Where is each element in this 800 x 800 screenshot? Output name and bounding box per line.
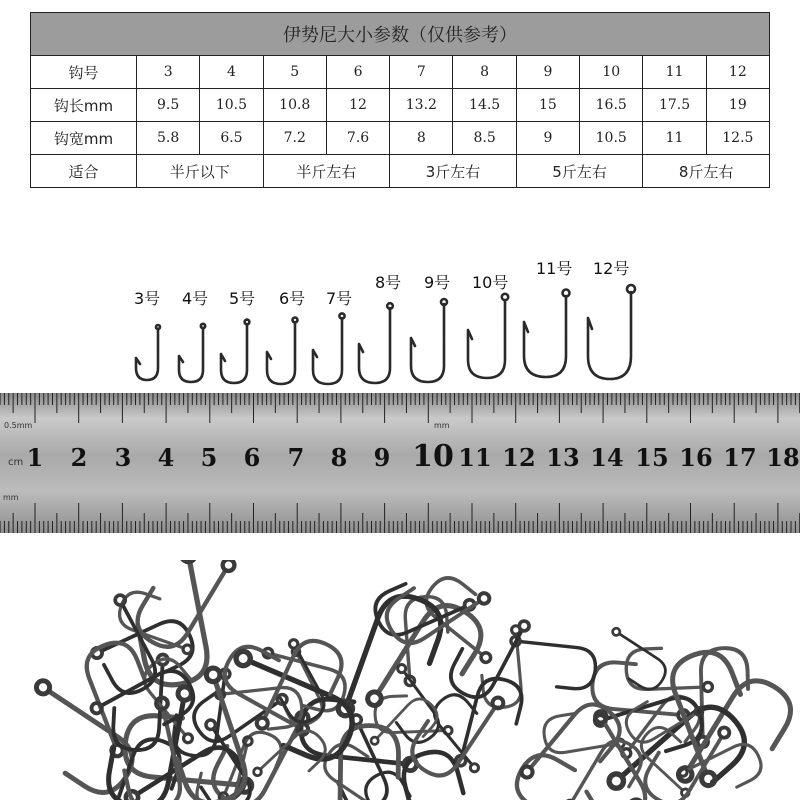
hook-label: 11号 <box>536 259 573 278</box>
table-cell: 5.8 <box>137 122 200 155</box>
hook-9-eye-icon <box>441 299 447 305</box>
suit-group: 3斤左右 <box>390 155 517 188</box>
hook-3-eye-icon <box>156 325 160 329</box>
pile-hook <box>531 696 629 800</box>
pile-hook-eye <box>477 591 492 606</box>
hook-12-eye-icon <box>627 285 635 293</box>
table-cell: 10.5 <box>200 89 263 122</box>
pile-hook-eye <box>717 726 731 740</box>
hook-label: 10号 <box>472 273 509 292</box>
hook-6-icon <box>267 322 295 384</box>
row-label-hook-number: 钩号 <box>31 56 137 89</box>
pile-hook <box>462 674 526 767</box>
pile-hook-eye <box>204 718 217 731</box>
table-cell: 8 <box>390 122 453 155</box>
table-cell: 11 <box>643 122 706 155</box>
table-cell: 7.6 <box>326 122 389 155</box>
table-cell: 9.5 <box>137 89 200 122</box>
hook-9-icon <box>411 304 444 382</box>
table-cell: 4 <box>200 56 263 89</box>
pile-hook-eye <box>518 619 531 632</box>
ruler-number: 14 <box>590 443 624 472</box>
table-cell: 7 <box>390 56 453 89</box>
ruler-number: 11 <box>458 443 492 472</box>
pile-hook-eye <box>611 627 621 637</box>
table-cell: 3 <box>137 56 200 89</box>
ruler-small-label: mm <box>3 493 19 502</box>
table-cell: 10 <box>580 56 643 89</box>
ruler-number: 15 <box>635 443 669 472</box>
table-cell: 19 <box>706 89 769 122</box>
table-cell: 6.5 <box>200 122 263 155</box>
table-cell: 10.8 <box>263 89 326 122</box>
hook-4-eye-icon <box>201 324 205 328</box>
pile-hook-eye <box>180 560 196 563</box>
ruler-number: 7 <box>287 443 305 472</box>
pile-hook-eye <box>490 696 505 711</box>
table-title: 伊势尼大小参数（仅供参考） <box>31 13 770 56</box>
table-cell: 10.5 <box>580 122 643 155</box>
suit-group: 8斤左右 <box>643 155 770 188</box>
ruler-number: 4 <box>157 443 175 472</box>
ruler-unit-label: cm <box>8 457 24 468</box>
pile-hook-eye <box>243 736 253 746</box>
pile-hook-eye <box>182 644 193 655</box>
hook-label: 5号 <box>229 289 256 308</box>
pile-hook-eye <box>113 593 126 606</box>
hook-pile-image <box>0 560 800 800</box>
hook-10-eye-icon <box>502 294 508 300</box>
suit-group: 半斤左右 <box>263 155 390 188</box>
table-cell: 16.5 <box>580 89 643 122</box>
hook-6-eye-icon <box>293 318 298 323</box>
hook-8-icon <box>359 308 390 383</box>
table-cell: 9 <box>516 56 579 89</box>
ruler <box>0 393 800 533</box>
hook-7-icon <box>313 318 342 384</box>
hook-7-eye-icon <box>339 313 344 318</box>
row-label-suitable: 适合 <box>31 155 137 188</box>
ruler-number: 12 <box>502 443 536 472</box>
table-cell: 12.5 <box>706 122 769 155</box>
pile-hook-eye <box>677 766 688 777</box>
ruler-number: 5 <box>200 443 218 472</box>
ruler-small-label: mm <box>434 421 450 430</box>
hook-5-icon <box>221 324 247 383</box>
hook-4-icon <box>179 328 203 382</box>
table-cell: 8.5 <box>453 122 516 155</box>
ruler-number: 8 <box>330 443 348 472</box>
table-cell: 14.5 <box>453 89 516 122</box>
pile-hook <box>516 642 598 691</box>
hook-label: 3号 <box>134 289 161 308</box>
hook-11-icon <box>524 296 566 377</box>
hook-label: 9号 <box>424 273 451 292</box>
hook-12-icon <box>588 292 631 379</box>
ruler-number: 10 <box>412 439 454 474</box>
ruler-number: 1 <box>26 443 44 472</box>
pile-hook-eye <box>90 701 104 715</box>
ruler-number: 16 <box>679 443 713 472</box>
table-cell: 5 <box>263 56 326 89</box>
ruler-small-label: 0.5mm <box>4 421 33 430</box>
hook-11-eye-icon <box>563 290 570 297</box>
ruler-number: 9 <box>373 443 391 472</box>
pile-hook-eye <box>365 689 384 708</box>
hook-3-icon <box>136 329 158 380</box>
suit-group: 5斤左右 <box>516 155 643 188</box>
hook-label: 8号 <box>375 273 402 292</box>
hook-8-eye-icon <box>387 303 393 309</box>
hook-label: 12号 <box>593 259 630 278</box>
hook-5-eye-icon <box>245 320 250 325</box>
table-cell: 12 <box>326 89 389 122</box>
table-cell: 15 <box>516 89 579 122</box>
row-label-hook-length: 钩长mm <box>31 89 137 122</box>
pile-hook <box>348 588 449 723</box>
hook-label: 6号 <box>279 289 306 308</box>
ruler-number: 18 <box>766 443 800 472</box>
table-cell: 7.2 <box>263 122 326 155</box>
table-cell: 6 <box>326 56 389 89</box>
pile-hook-eye <box>205 666 222 683</box>
pile-hook-eye <box>234 649 253 668</box>
hook-10-icon <box>468 300 505 378</box>
pile-hook-eye <box>34 678 52 696</box>
table-cell: 11 <box>643 56 706 89</box>
table-cell: 12 <box>706 56 769 89</box>
table-cell: 13.2 <box>390 89 453 122</box>
ruler-number: 6 <box>243 443 261 472</box>
ruler-number: 17 <box>723 443 757 472</box>
pile-hook-eye <box>700 770 717 787</box>
suit-group: 半斤以下 <box>137 155 264 188</box>
hook-label: 7号 <box>326 289 353 308</box>
pile-hook <box>360 766 429 800</box>
ruler-number: 2 <box>70 443 88 472</box>
pile-hook-eye <box>703 682 712 691</box>
row-label-hook-width: 钩宽mm <box>31 122 137 155</box>
ruler-number: 3 <box>114 443 132 472</box>
hook-pile-icon <box>16 560 800 800</box>
table-cell: 8 <box>453 56 516 89</box>
ruler-number: 13 <box>546 443 580 472</box>
pile-hook-eye <box>255 716 270 731</box>
hook-label: 4号 <box>182 289 209 308</box>
table-cell: 9 <box>516 122 579 155</box>
table-cell: 17.5 <box>643 89 706 122</box>
